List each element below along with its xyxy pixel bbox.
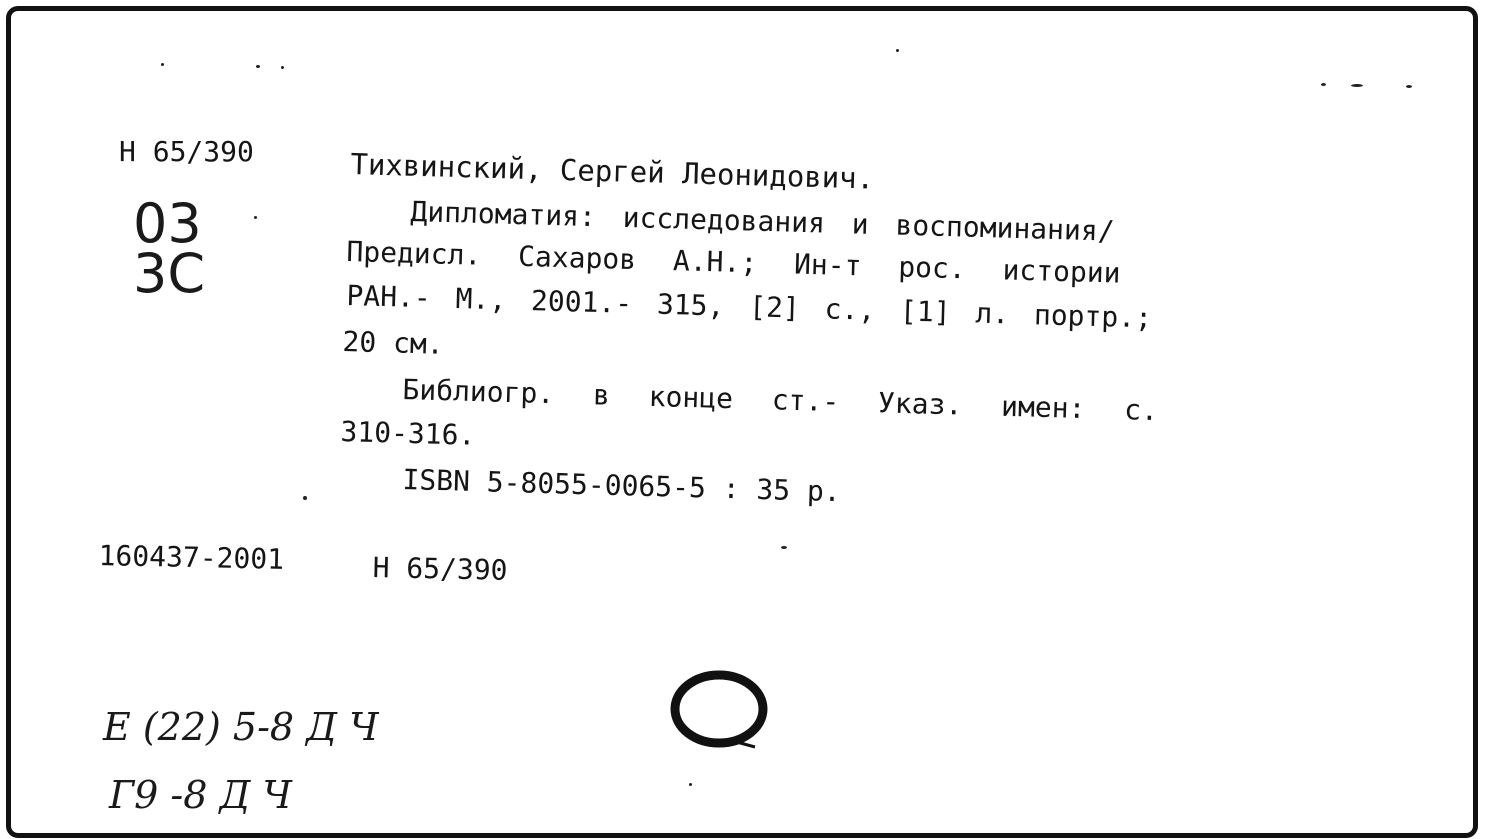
speck bbox=[689, 783, 692, 786]
accession-number: 160437-2001 bbox=[98, 539, 285, 576]
speck bbox=[303, 496, 307, 500]
speck bbox=[281, 66, 284, 69]
handwritten-mark bbox=[133, 192, 206, 305]
author-heading: Тихвинский, Сергей Леонидович. bbox=[350, 147, 875, 196]
description-line-3: РАН.- М., 2001.- 315, [2] с., [1] л. портр.; bbox=[346, 279, 1153, 335]
speck bbox=[896, 49, 899, 52]
notes-line-1: Библиогр. в конце ст.- Указ. имен: с. bbox=[402, 373, 1159, 428]
circle-stamp-icon bbox=[663, 661, 783, 761]
speck bbox=[254, 216, 257, 219]
description-line-1: Дипломатия: исследования и воспоминания/ bbox=[410, 195, 1116, 248]
speck bbox=[1406, 85, 1412, 88]
catalog-card bbox=[6, 6, 1478, 838]
handwritten-classification-line-2: Г9 -8 Д Ч bbox=[109, 773, 292, 817]
description-line-2: Предисл. Сахаров А.Н.; Ин-т рос. истории bbox=[346, 235, 1121, 290]
speck bbox=[161, 63, 164, 66]
isbn-line: ISBN 5-8055-0065-5 : 35 р. bbox=[402, 463, 842, 509]
handwritten-classification-line-1: Е (22) 5-8 Д Ч bbox=[103, 705, 379, 749]
notes-line-2: 310-316. bbox=[340, 415, 476, 452]
speck bbox=[781, 546, 787, 549]
speck bbox=[1321, 83, 1326, 86]
accession-call-number: Н 65/390 bbox=[372, 551, 508, 587]
handwritten-mark-line1: 03 bbox=[133, 192, 202, 255]
handwritten-mark-line2: 3С bbox=[133, 242, 206, 305]
description-line-4: 20 см. bbox=[342, 325, 445, 361]
speck bbox=[256, 65, 260, 68]
call-number-top: Н 65/390 bbox=[119, 135, 254, 168]
speck bbox=[1351, 84, 1363, 87]
